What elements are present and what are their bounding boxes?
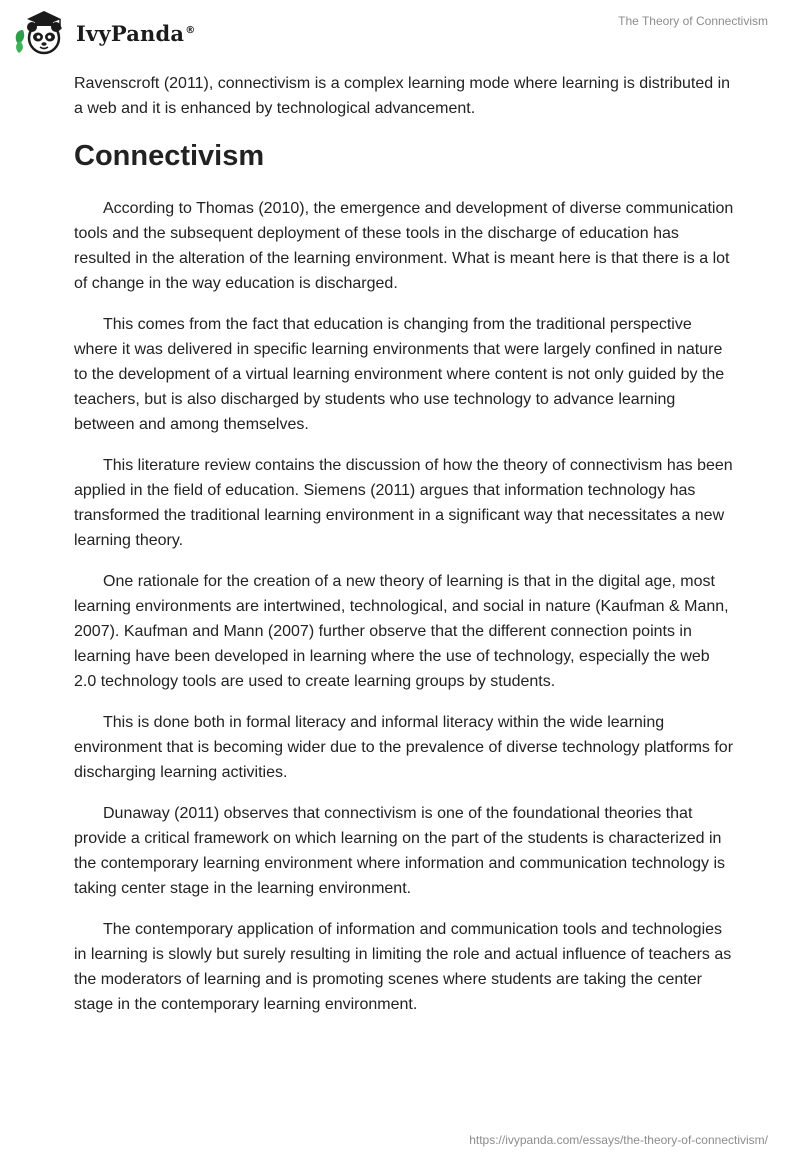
panda-graduate-icon [14, 8, 72, 56]
paragraph: According to Thomas (2010), the emergence and development of diverse communication tools and the subsequent deployment of these tools in the discharge of education has resulted in the alteration of the learning environment. What is meant here is that there is a lot of change in the way education is discharged. [74, 200, 734, 292]
registered-mark: ® [185, 24, 196, 36]
essay-content [74, 71, 734, 1033]
logo-text: IvyPanda [76, 20, 185, 46]
lead-paragraph: Ravenscroft (2011), connectivism is a complex learning mode where learning is distributed in a web and it is enhanced by technological advancement. [74, 75, 731, 117]
page-header [0, 0, 800, 60]
paragraph: The contemporary application of information and communication tools and technologies in learning is slowly but surely resulting in limiting the role and actual influence of teachers as the moderators of learning and is promoting scenes where students are taking the center stage in the contemporary learning environment. [74, 921, 732, 1013]
paragraph: This literature review contains the discussion of how the theory of connectivism has been applied in the field of education. Siemens (2011) argues that information technology has transformed the traditional learning environment in a significant way that necessitates a new learning theory. [74, 457, 733, 549]
ivypanda-logo[interactable] [14, 8, 195, 56]
paragraph: Dunaway (2011) observes that connectivism is one of the foundational theories that provide a critical framework on which learning on the part of the students is characterized in the contemporary learning environment where information and communication technology is taking center stage in the learning environment. [74, 805, 726, 897]
logo-wordmark [76, 21, 195, 46]
paragraph: One rationale for the creation of a new theory of learning is that in the digital age, most learning environments are intertwined, technological, and social in nature (Kaufman & Mann, 2007). Kaufman and Mann (2007) further observe that the different connection points in learning have been developed in learning where the use of technology, especially the web 2.0 technology tools are used to create learning groups by students. [74, 573, 729, 690]
source-url[interactable]: https://ivypanda.com/essays/the-theory-of-connectivism/ [469, 1133, 768, 1147]
section-heading: Connectivism [74, 140, 265, 172]
paragraph: This comes from the fact that education is changing from the traditional perspective where it was delivered in specific learning environments that were largely confined in nature to the development of a virtual learning environment where content is not only guided by the teachers, but is also discharged by students who use technology to advance learning between and among themselves. [74, 316, 725, 433]
document-title: The Theory of Connectivism [618, 14, 768, 28]
paragraph: This is done both in formal literacy and informal literacy within the wide learning environment that is becoming wider due to the prevalence of diverse technology platforms for discharging learning activities. [74, 714, 734, 781]
